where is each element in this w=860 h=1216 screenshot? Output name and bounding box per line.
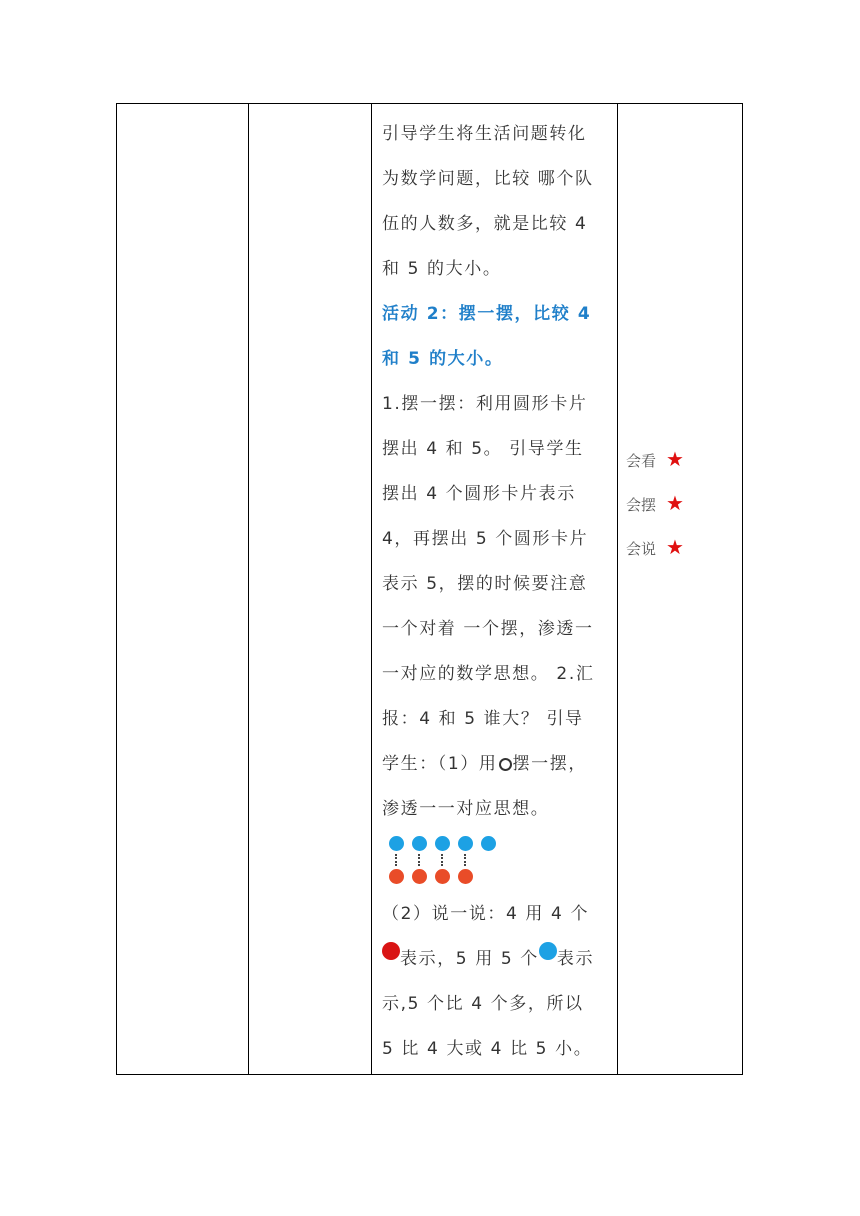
text-line: 伍的人数多，就是比较 4 xyxy=(382,214,588,234)
text-line: 一个对着 一个摆，渗透一 xyxy=(382,619,594,639)
evaluation-label: 会说 xyxy=(626,540,657,558)
connector-line xyxy=(464,854,466,866)
connector-line xyxy=(395,854,397,866)
blue-circle xyxy=(435,836,450,851)
text-line: 摆出 4 和 5。 引导学生 xyxy=(382,439,584,459)
blue-circle xyxy=(412,836,427,851)
text-segment: 表示，5 用 5 个 xyxy=(400,949,539,969)
one-to-one-diagram xyxy=(382,832,622,892)
text-line: 摆出 4 个圆形卡片表示 xyxy=(382,484,576,504)
activity-heading: 活动 2：摆一摆，比较 4 xyxy=(382,304,592,324)
teaching-activity-cell xyxy=(382,112,622,1072)
blue-circle xyxy=(389,836,404,851)
star-icon: ★ xyxy=(666,447,684,471)
star-icon: ★ xyxy=(666,535,684,559)
text-line: 1.摆一摆：利用圆形卡片 xyxy=(382,394,588,414)
connector-line xyxy=(418,854,420,866)
red-dot-icon xyxy=(382,942,400,960)
activity-heading: 和 5 的大小。 xyxy=(382,349,504,369)
text-line: 引导学生将生活问题转化 xyxy=(382,124,587,144)
text-line: 一对应的数学思想。 2.汇 xyxy=(382,664,595,684)
blue-circle xyxy=(458,836,473,851)
text-line: 4，再摆出 5 个圆形卡片 xyxy=(382,529,589,549)
evaluation-label: 会摆 xyxy=(626,496,657,514)
evaluation-cell xyxy=(626,444,684,576)
text-line: 和 5 的大小。 xyxy=(382,259,502,279)
evaluation-label: 会看 xyxy=(626,452,657,470)
orange-circle xyxy=(435,869,450,884)
text-line: 表示 5，摆的时候要注意 xyxy=(382,574,588,594)
text-line: 为数学问题，比较 哪个队 xyxy=(382,169,594,189)
text-line: 报：4 和 5 谁大？ 引导 xyxy=(382,709,584,729)
orange-circle xyxy=(412,869,427,884)
blue-dot-icon xyxy=(539,942,557,960)
text-line xyxy=(382,937,622,982)
text-segment: 表示 xyxy=(556,949,595,969)
text-line: 渗透一一对应思想。 xyxy=(382,799,550,819)
text-segment: 学生：（1）用 xyxy=(382,754,498,774)
text-line xyxy=(382,742,622,787)
evaluation-item xyxy=(626,444,684,488)
text-line: （2）说一说：4 用 4 个 xyxy=(382,904,590,924)
text-segment: 摆一摆， xyxy=(512,754,587,774)
lesson-table xyxy=(116,103,743,1075)
column-divider xyxy=(248,104,249,1074)
evaluation-item xyxy=(626,532,684,576)
column-divider xyxy=(371,104,372,1074)
circle-outline-icon xyxy=(499,758,512,771)
orange-circle xyxy=(458,869,473,884)
star-icon: ★ xyxy=(666,491,684,515)
orange-circle xyxy=(389,869,404,884)
connector-line xyxy=(441,854,443,866)
evaluation-item xyxy=(626,488,684,532)
blue-circle xyxy=(481,836,496,851)
text-line: 示,5 个比 4 个多，所以 xyxy=(382,994,584,1014)
text-line: 5 比 4 大或 4 比 5 小。 xyxy=(382,1039,593,1059)
